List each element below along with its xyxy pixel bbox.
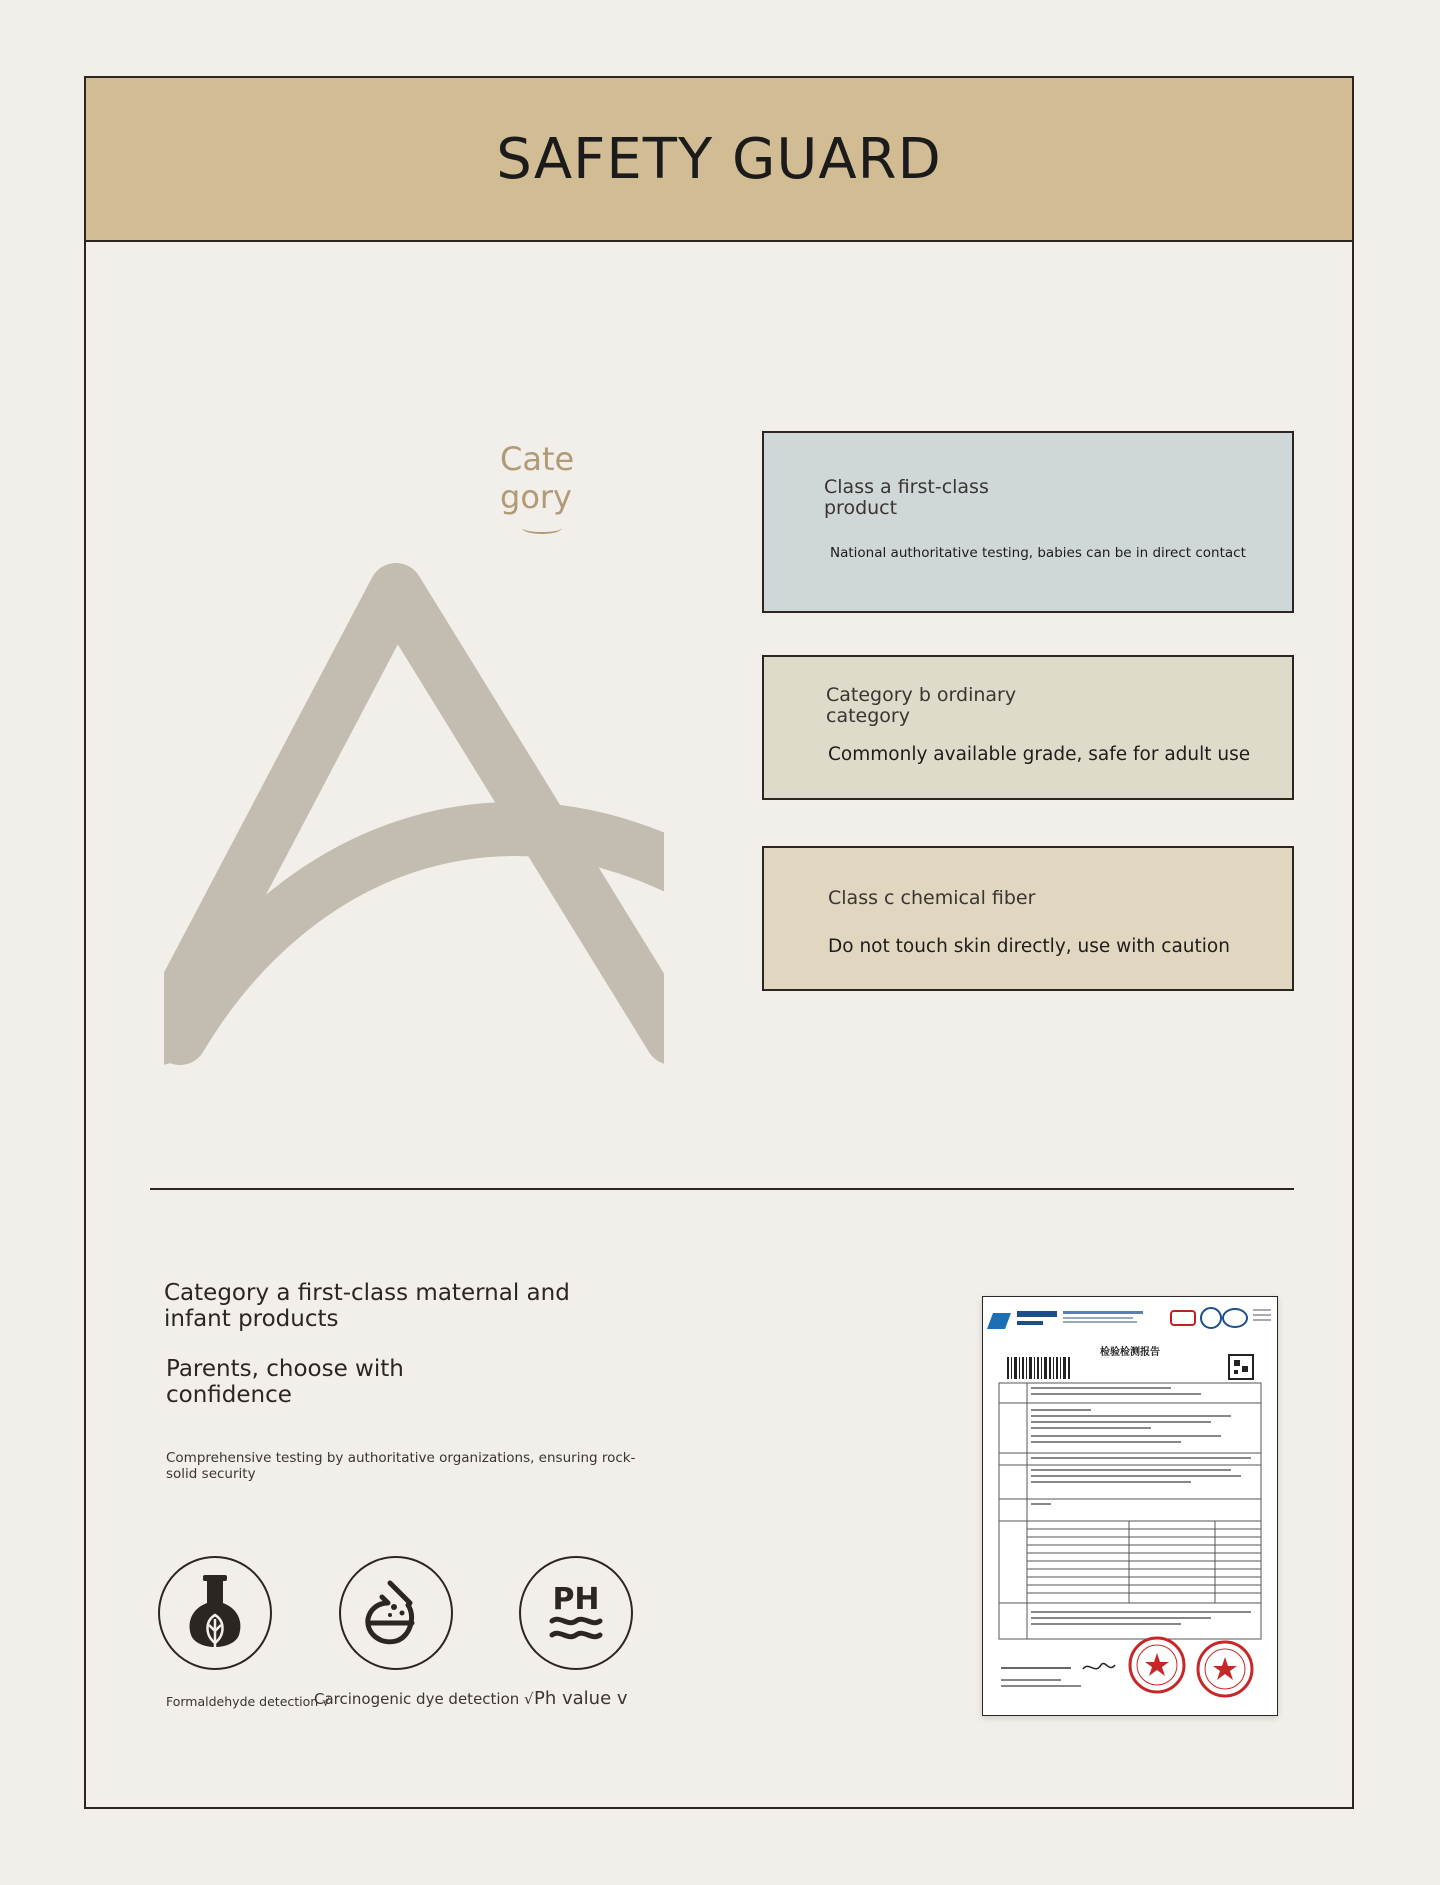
ph-icon-text: PH	[552, 1582, 600, 1617]
category-underline	[522, 522, 562, 534]
report-header-logos	[983, 1301, 1277, 1341]
page-title: SAFETY GUARD	[496, 126, 942, 192]
bottom-title: Category a first-class maternal and infant products	[164, 1280, 570, 1332]
ph-label: Ph value v	[534, 1688, 628, 1709]
formaldehyde-feature	[158, 1556, 272, 1670]
section-divider	[150, 1188, 1294, 1190]
class-c-title: Class c chemical fiber	[828, 887, 1036, 909]
class-a-title: Class a first-class product	[824, 476, 989, 519]
class-a-description: National authoritative testing, babies can be in direct contact	[830, 545, 1246, 561]
category-label-line2: gory	[500, 478, 572, 516]
dye-label: Carcinogenic dye detection √	[314, 1690, 534, 1708]
header-banner	[86, 78, 1352, 242]
test-report-image	[982, 1296, 1278, 1716]
letter-a-graphic	[164, 506, 664, 1066]
category-label-line1: Cate	[500, 440, 575, 478]
flask-leaf-icon	[185, 1573, 245, 1653]
report-body	[983, 1353, 1277, 1713]
report-title: 检验检测报告	[1100, 1347, 1160, 1358]
class-a-card	[762, 431, 1294, 613]
formaldehyde-label: Formaldehyde detection √	[166, 1694, 331, 1709]
ph-feature	[519, 1556, 633, 1670]
category-label	[500, 440, 586, 516]
class-b-description: Commonly available grade, safe for adult use	[828, 744, 1251, 765]
dye-feature	[339, 1556, 453, 1670]
ph-icon	[544, 1577, 608, 1649]
bottom-subtitle: Parents, choose with confidence	[166, 1356, 404, 1408]
class-b-card	[762, 655, 1294, 800]
class-c-description: Do not touch skin directly, use with caution	[828, 936, 1230, 957]
class-c-card	[762, 846, 1294, 991]
page-frame	[84, 76, 1354, 1809]
beaker-icon	[360, 1577, 432, 1649]
bottom-description: Comprehensive testing by authoritative organizations, ensuring rock-solid security	[166, 1450, 636, 1482]
class-b-title: Category b ordinary category	[826, 684, 1017, 727]
